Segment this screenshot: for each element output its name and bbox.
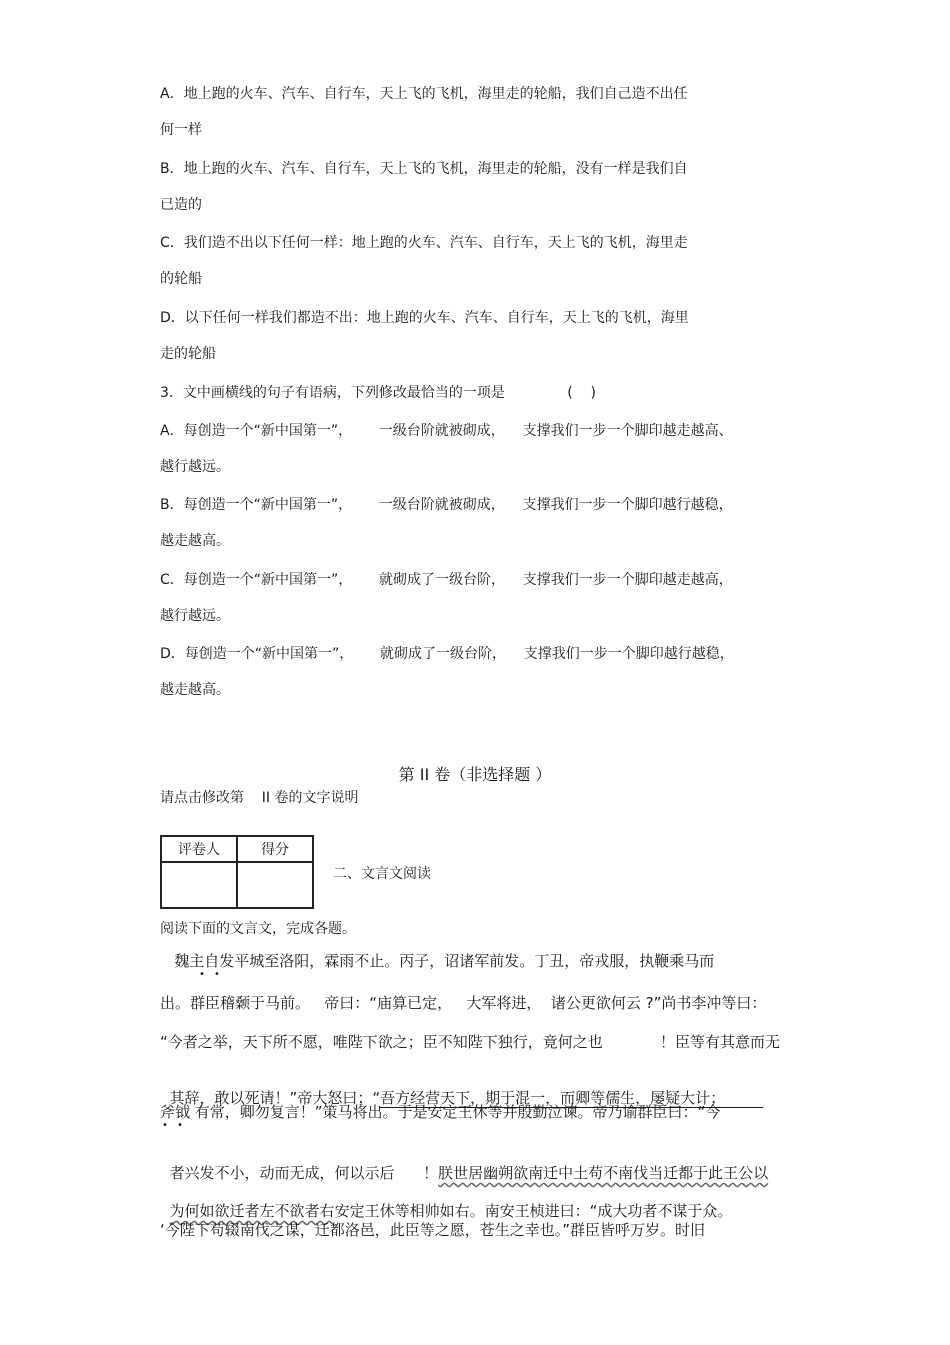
section-heading: 二、文言文阅读 [333, 866, 431, 882]
q3-option-c-line2: 越行越远。 [160, 608, 230, 624]
q3-option-b-line2: 越走越高。 [160, 533, 230, 549]
score-table-grader-cell[interactable] [161, 862, 237, 908]
emphasis-dot: • [199, 969, 205, 980]
passage-line-7-end: 安定王休等相帅如右。南安王桢进曰：“成大功者不谋于众。 [334, 1202, 733, 1220]
q2-option-a-line2: 何一样 [160, 122, 202, 138]
wavy-underlined-sentence-part2: 为何如欲迁者左不欲者右 [169, 1202, 335, 1220]
q3-option-c-line1: C．每创造一个“新中国第一”， 就砌成了一级台阶， 支撑我们一步一个脚印越走越高， [160, 572, 733, 588]
score-table [160, 835, 314, 909]
part-two-note[interactable]: 请点击修改第 II 卷的文字说明 [160, 790, 359, 806]
passage-line-4 [160, 1071, 763, 1107]
q2-option-d-line1: D．以下任何一样我们都造不出：地上跑的火车、汽车、自行车，天上飞的飞机，海里 [160, 310, 689, 326]
emphasis-dot: • [214, 969, 220, 980]
q2-option-c-line2: 的轮船 [160, 271, 202, 287]
passage-line-4-start: 其辞，敢以死请！”帝大怒曰；“ [169, 1089, 381, 1107]
q3-option-a-line2: 越行越远。 [160, 459, 230, 475]
wavy-underlined-sentence-part1: 朕世居幽朔欲南迁中土苟不南伐当迁都于此王公以 [438, 1164, 769, 1182]
passage-line-7 [160, 1184, 732, 1220]
passage-line-5: 斧钺 有常，卿勿复言！”策马将出。于是安定王休等并殷勤泣谏。帝乃谕群臣曰：“今 [160, 1103, 721, 1121]
passage-line-6-start: 者兴发不小，动而无成，何以示后 ！ [169, 1164, 439, 1182]
passage-line-2: 出。群臣稽颡于马前。 帝曰：“庙算已定， 大军将进， 诸公更欲何云 ?”尚书李冲等曰： [160, 994, 767, 1012]
q2-option-b-line1: B．地上跑的火车、汽车、自行车，天上飞的飞机，海里走的轮船，没有一样是我们自 [160, 161, 688, 177]
q2-option-c-line1: C．我们造不出以下任何一样：地上跑的火车、汽车、自行车，天上飞的飞机，海里走 [160, 235, 688, 251]
q3-option-a-line1: A．每创造一个“新中国第一”， 一级台阶就被砌成， 支撑我们一步一个脚印越走越高、 [160, 423, 733, 439]
score-table-score-header: 得分 [237, 836, 313, 862]
underlined-sentence-part1: 吾方经营天下，期于混一，而卿等儒生，屡疑大计； [380, 1089, 726, 1107]
passage-line-8: ‘今陛下苟辍南伐之谋，迁都洛邑，此臣等之愿，苍生之幸也。”群臣皆呼万岁。时旧 [160, 1221, 706, 1239]
passage-line-1: 魏主自发平城至洛阳，霖雨不止。丙子，诏诸军前发。丁丑，帝戎服，执鞭乘马而 [160, 952, 715, 970]
section-instruction: 阅读下面的文言文，完成各题。 [160, 921, 356, 937]
passage-line-3: “今者之举，天下所不愿，唯陛下欲之；臣不知陛下独行，竟何之也 ！臣等有其意而无 [160, 1033, 780, 1051]
underline-blank [725, 1089, 763, 1107]
emphasis-dot: • [177, 1120, 183, 1131]
score-table-grader-header: 评卷人 [161, 836, 237, 862]
q3-stem: 3．文中画横线的句子有语病，下列修改最恰当的一项是 ( ) [160, 385, 596, 401]
emphasis-dot: • [162, 1120, 168, 1131]
q2-option-a-line1: A．地上跑的火车、汽车、自行车，天上飞的飞机，海里走的轮船，我们自己造不出任 [160, 86, 688, 102]
q2-option-b-line2: 已造的 [160, 197, 202, 213]
q3-option-b-line1: B．每创造一个“新中国第一”， 一级台阶就被砌成， 支撑我们一步一个脚印越行越稳， [160, 497, 733, 513]
q3-option-d-line2: 越走越高。 [160, 682, 230, 698]
passage-line-6 [160, 1146, 768, 1182]
q2-option-d-line2: 走的轮船 [160, 346, 216, 362]
q3-option-d-line1: D．每创造一个“新中国第一”， 就砌成了一级台阶， 支撑我们一步一个脚印越行越稳， [160, 646, 734, 662]
part-two-title: 第 II 卷（非选择题 ） [398, 765, 552, 784]
score-table-score-cell[interactable] [237, 862, 313, 908]
